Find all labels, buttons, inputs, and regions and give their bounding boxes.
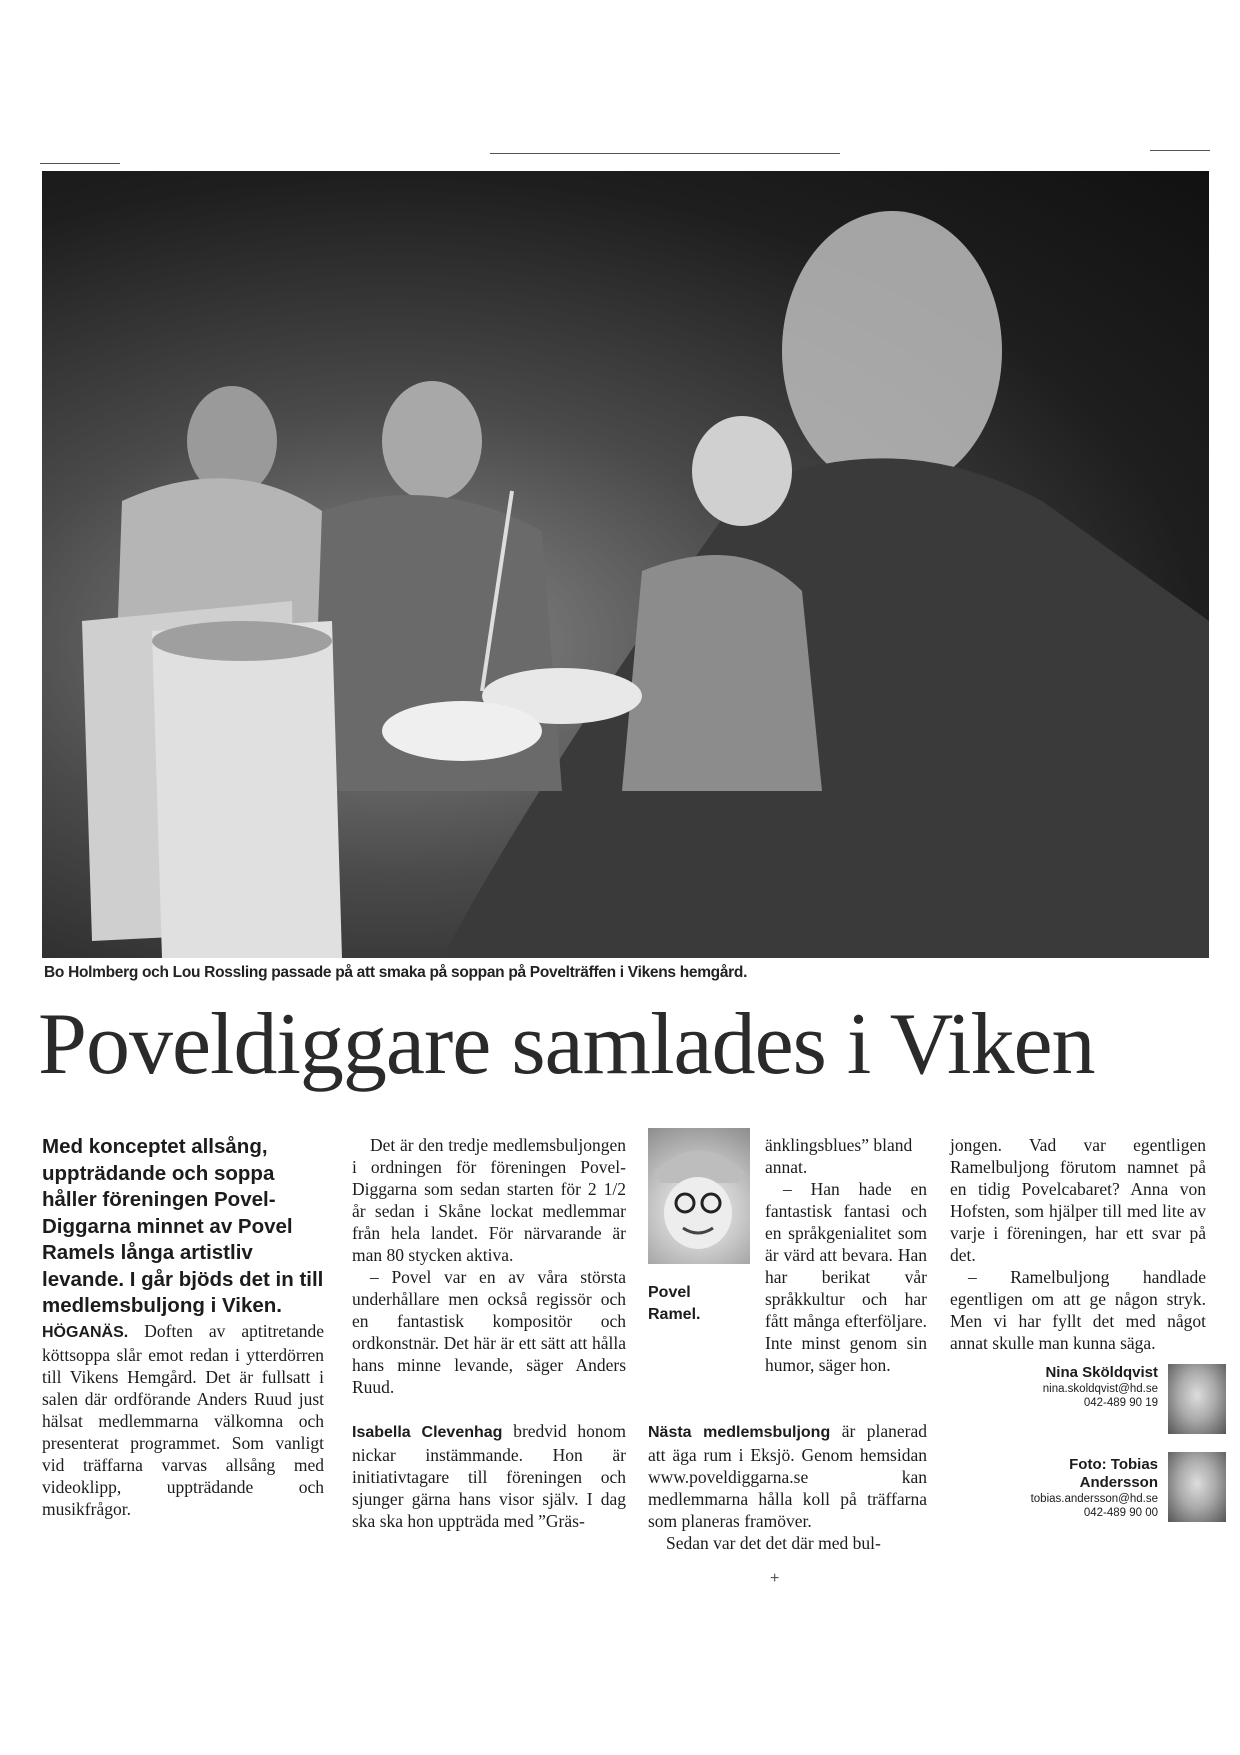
photographer-label: Foto: Tobias bbox=[1069, 1456, 1158, 1473]
body-text: bredvid honom nickar instämmande. Hon är initiativtagare till föreningen och sjunger gärna hans visor själv. I dag ska ska hon uppträda med ”Gräs- bbox=[352, 1421, 627, 1531]
body-paragraph: Det är den tredje medlemsbuljongen i ordningen för föreningen Povel-Diggarna som sedan starten för 2 1/2 år sedan i Skåne lockat medlemmar från hela landet. För närvarande är man 80 stycken aktiva. bbox=[352, 1135, 626, 1265]
body-paragraph bbox=[648, 1420, 927, 1532]
body-paragraph bbox=[352, 1420, 626, 1532]
crop-mark-icon: + bbox=[770, 1570, 780, 1587]
body-paragraph: – Ramelbuljong handlade egentligen om att ge någon stryk. Men vi har fyllt det med något annat skulle man kunna säga. bbox=[950, 1267, 1206, 1353]
lead-paragraph: Med konceptet allsång, uppträdande och soppa håller föreningen Povel-Diggarna minnet av Povel Ramels långa artistliv levande. I går bjöds det in till medlemsbuljong i Viken. bbox=[42, 1135, 324, 1317]
body-paragraph: jongen. Vad var egentligen Ramelbuljong förutom namnet på en tidig Povelcabaret? Anna von Hofsten, som hjälper till med lite av varje i föreningen, har ett svar på det. bbox=[950, 1135, 1206, 1265]
photographer-email[interactable]: tobias.andersson@hd.se bbox=[1030, 1493, 1158, 1505]
body-paragraph: Sedan var det det där med bul- bbox=[666, 1533, 881, 1553]
photo-caption: Bo Holmberg och Lou Rossling passade på att smaka på soppan på Povelträffen i Vikens hemgård. bbox=[44, 964, 748, 981]
subhead-kicker: Nästa medlemsbuljong bbox=[648, 1424, 831, 1441]
portrait-face bbox=[648, 1128, 750, 1264]
author-email[interactable]: nina.skoldqvist@hd.se bbox=[1042, 1383, 1158, 1395]
photographer-photo bbox=[1168, 1452, 1226, 1522]
body-paragraph: – Povel var en av våra största underhållare men också regissör och en fantastisk kompositör och ordkonstnär. Det här är ett sätt att hålla hans minne levande, säger Anders Ruud. bbox=[352, 1267, 626, 1397]
photo-scene bbox=[42, 171, 1209, 958]
photographer-byline bbox=[1000, 1456, 1158, 1520]
column-4 bbox=[950, 1134, 1206, 1354]
photographer-phone: 042-489 90 00 bbox=[1083, 1507, 1158, 1519]
author-phone: 042-489 90 19 bbox=[1083, 1397, 1158, 1409]
body-paragraph: änklingsblues” bland annat. bbox=[765, 1135, 913, 1177]
body-text: Doften av aptitretande köttsoppa slår emot redan i ytterdörren till Vikens Hemgård. Det är fullsatt i salen där ordförande Anders Ruud just hälsat medlemmarna välkomna och presenterat programmet. Som vanligt vid träffarna varvas allsång med videoklipp, uppträdande och musikfrågor. bbox=[42, 1320, 324, 1519]
photographer-name: Andersson bbox=[1079, 1474, 1158, 1491]
portrait-povel-ramel bbox=[648, 1128, 750, 1264]
body-paragraph: – Han hade en fantastisk fantasi och en språkgenialitet som är värd att bevara. Han har berikat vår språkkultur och har fått många efterföljare. Inte minst genom sin humor, säger hon. bbox=[765, 1179, 927, 1375]
top-rule-right bbox=[1150, 150, 1210, 151]
body-text: är planerad att äga rum i Eksjö. Genom hemsidan www.poveldiggarna.se kan medlemmarna hålla koll på träffarna som planeras framöver. bbox=[648, 1421, 927, 1531]
author-name: Nina Sköldqvist bbox=[1045, 1364, 1158, 1381]
top-rule-left bbox=[40, 163, 120, 164]
column-1 bbox=[42, 1134, 324, 1520]
subhead-kicker: Isabella Clevenhag bbox=[352, 1424, 503, 1441]
body-paragraph bbox=[42, 1320, 324, 1520]
dateline: HÖGANÄS. bbox=[42, 1323, 129, 1341]
headline: Poveldiggare samlades i Viken bbox=[38, 996, 1095, 1093]
column-3-bottom bbox=[648, 1420, 927, 1554]
author-byline bbox=[1010, 1364, 1158, 1410]
portrait-caption: Povel Ramel. bbox=[648, 1284, 701, 1323]
top-rule-middle bbox=[490, 153, 840, 154]
column-3-side bbox=[765, 1134, 927, 1376]
author-photo bbox=[1168, 1364, 1226, 1434]
article-photo bbox=[42, 171, 1209, 958]
column-2 bbox=[352, 1134, 626, 1532]
